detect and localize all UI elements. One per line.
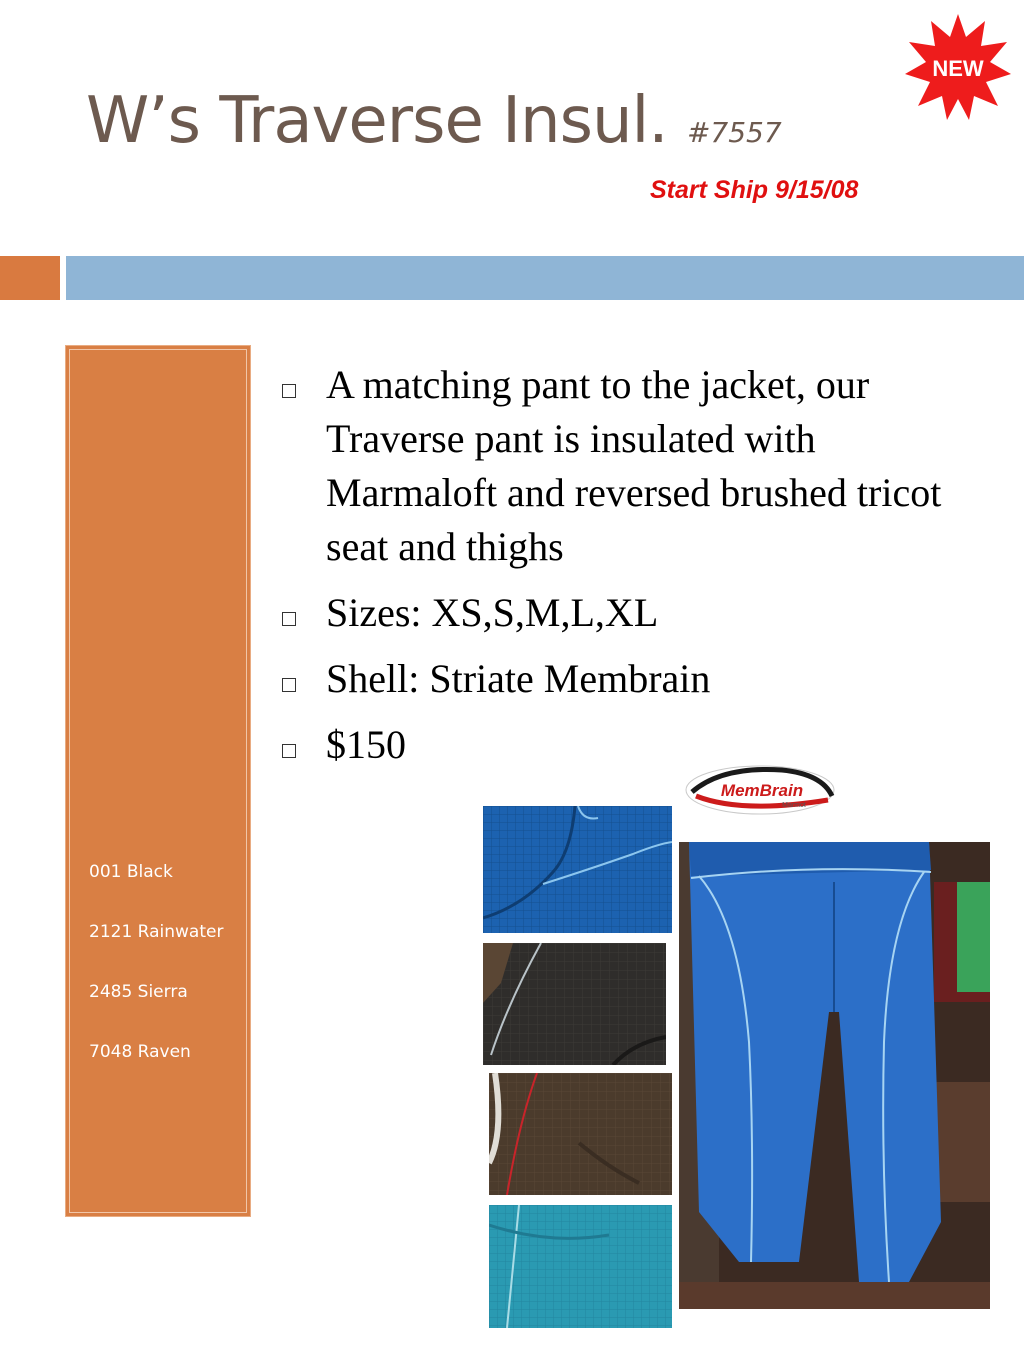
color-item: 2485 Sierra xyxy=(89,982,188,1002)
blue-fabric-image xyxy=(483,806,672,933)
feature-text: A matching pant to the jacket, our Traverse pant is insulated with Marmaloft and reversed brushed tricot seat and thighs xyxy=(326,362,942,569)
blue-pants-photo xyxy=(679,842,990,1309)
color-list xyxy=(89,858,239,1098)
blue-pants-image xyxy=(679,842,990,1309)
header-bar-orange xyxy=(0,256,60,300)
brown-fabric-photo xyxy=(489,1073,672,1195)
style-number: #7557 xyxy=(686,116,782,149)
brown-fabric-image xyxy=(489,1073,672,1195)
bullet-box-icon xyxy=(282,744,296,758)
blue-fabric-photo xyxy=(483,806,672,933)
ship-date: Start Ship 9/15/08 xyxy=(650,176,859,204)
bullet-box-icon xyxy=(282,678,296,692)
feature-text: $150 xyxy=(326,722,406,767)
header-bar-blue xyxy=(66,256,1024,300)
new-badge xyxy=(903,12,1013,122)
feature-item xyxy=(280,718,980,772)
color-item: 7048 Raven xyxy=(89,1042,191,1062)
feature-item xyxy=(280,358,980,574)
feature-item xyxy=(280,652,980,706)
feature-text: Sizes: XS,S,M,L,XL xyxy=(326,590,659,635)
bullet-box-icon xyxy=(282,612,296,626)
teal-fabric-image xyxy=(489,1205,672,1328)
page-title xyxy=(86,84,782,158)
bullet-box-icon xyxy=(282,384,296,398)
badge-text: NEW xyxy=(932,56,984,81)
feature-item xyxy=(280,586,980,640)
logo-sub: Marmot xyxy=(782,802,806,809)
color-item: 001 Black xyxy=(89,862,173,882)
feature-list xyxy=(280,358,980,784)
feature-text: Shell: Striate Membrain xyxy=(326,656,711,701)
color-sidebar xyxy=(65,345,251,1217)
teal-fabric-photo xyxy=(489,1205,672,1328)
logo-brand: MemBrain xyxy=(720,781,804,800)
black-fabric-image xyxy=(483,943,666,1065)
title-text: W’s Traverse Insul. xyxy=(86,84,668,158)
color-item: 2121 Rainwater xyxy=(89,922,224,942)
membrain-logo xyxy=(682,762,842,818)
black-fabric-photo xyxy=(483,943,666,1065)
